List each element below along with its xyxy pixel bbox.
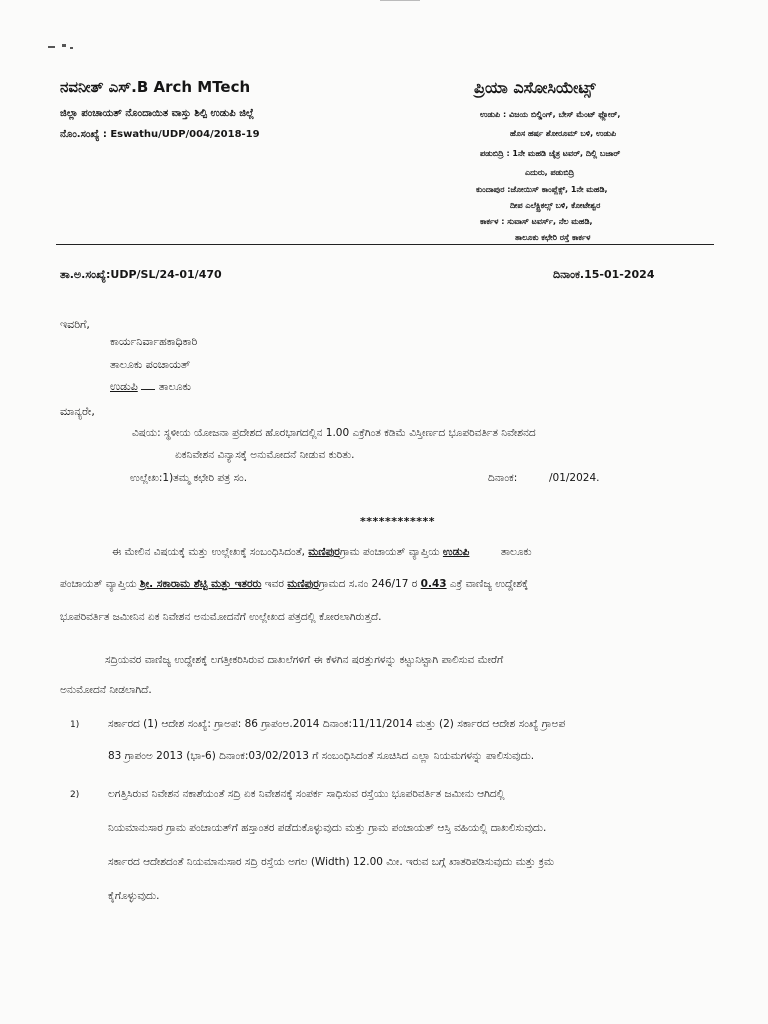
recipient-office: ತಾಲೂಕು ಪಂಚಾಯತ್: [110, 358, 191, 371]
village-name: ಮಣಿಪುರ: [308, 546, 340, 558]
condition-line: ಸರ್ಕಾರದ (1) ಆದೇಶ ಸಂಖ್ಯೆ: ಗ್ರಾಅಪ: 86 ಗ್ರಾಪಂಅ.2014 ದಿನಾಂಕ:11/11/2014 ಮತ್ತು (2) ಸರ್ಕಾರದ ಆದೇಶ ಸಂಖ್ಯೆ ಗ್ರಾಅಪ: [108, 718, 566, 730]
para1-text: ತಾಲೂಕು: [500, 546, 532, 558]
reference-date-value: /01/2024.: [549, 472, 600, 484]
para1-text: ಈ ಮೇಲಿನ ವಿಷಯಕ್ಕೆ ಮತ್ತು ಉಲ್ಲೇಖಕ್ಕೆ ಸಂಬಂಧಿಸಿದಂತೆ,: [112, 546, 305, 558]
reference-label: ಉಲ್ಲೇಖ:1)ತಮ್ಮ ಕಛೇರಿ ಪತ್ರ ಸಂ.: [130, 472, 248, 484]
address-line: ತಾಲೂಕು ಕಛೇರಿ ರಸ್ತೆ ಕಾರ್ಕಳ: [515, 233, 591, 242]
address-line: ಉಡುಪಿ : ವಿಜಯ ಬಿಲ್ಡಿಂಗ್, ಬೇಸ್ ಮೆಂಟ್ ಫ್ಲೋರ್,: [480, 110, 621, 119]
scan-mark: [70, 47, 73, 49]
taluk-name: ಉಡುಪಿ: [110, 380, 138, 393]
condition-number: 1): [70, 720, 80, 730]
taluk-name-inline: ಉಡುಪಿ: [442, 546, 470, 558]
para1-text: ಎಕ್ರೆ ವಾಣಿಜ್ಯ ಉದ್ದೇಶಕ್ಕೆ: [449, 578, 529, 590]
recipient-taluk: [110, 380, 191, 394]
condition-line: ನಿಯಮಾನುಸಾರ ಗ್ರಾಮ ಪಂಚಾಯತ್‌ಗೆ ಹಸ್ತಾಂತರ ಪಡೆದುಕೊಳ್ಳುವುದು ಮತ್ತು ಗ್ರಾಮ ಪಂಚಾಯತ್ ಆಸ್ತಿ ವಹಿಯಲ್ಲಿ ದಾಖಲಿಸುವುದು.: [108, 822, 547, 834]
firm-name: ಪ್ರಿಯಾ ಎಸೋಸಿಯೇಟ್ಸ್: [474, 78, 596, 97]
land-area: 0.43: [420, 578, 447, 590]
reference-number: ತಾ.ಅ.ಸಂಖ್ಯೆ:UDP/SL/24-01/470: [60, 268, 222, 281]
taluk-suffix: ತಾಲೂಕು: [158, 380, 192, 393]
header-divider: [56, 244, 714, 245]
para1-line1: [112, 546, 532, 559]
para1-text: ಇವರ: [264, 578, 284, 590]
separator: ************: [360, 515, 436, 528]
para1-text: ಪಂಚಾಯತ್ ವ್ಯಾಪ್ತಿಯ: [60, 578, 137, 590]
scan-mark: [62, 44, 66, 47]
condition-line: ಕೈಗೊಳ್ಳುವುದು.: [108, 890, 160, 902]
recipient-to: ಇವರಿಗೆ,: [60, 318, 90, 331]
condition-number: 2): [70, 790, 80, 800]
para1-line3: ಭೂಪರಿವರ್ತಿತ ಜಮೀನಿನ ಏಕ ನಿವೇಶನ ಅನುಮೋದನೆಗೆ ಉಲ್ಲೇಖದ ಪತ್ರದಲ್ಲಿ ಕೋರಲಾಗಿರುತ್ತದೆ.: [60, 611, 382, 623]
address-line: ದೀಪ ಎಲೆಕ್ಟ್ರಿಕಲ್ಸ್ ಬಳಿ, ಕೋಟೇಶ್ವರ: [510, 201, 601, 210]
subject-line-2: ಏಕನಿವೇಶನ ವಿನ್ಯಾಸಕ್ಕೆ ಅನುಮೋದನೆ ನೀಡುವ ಕುರಿತು.: [175, 449, 355, 461]
recipient-designation: ಕಾರ್ಯನಿರ್ವಾಹಕಾಧಿಕಾರಿ: [110, 335, 198, 348]
subject-line-1: ವಿಷಯ: ಸ್ಥಳೀಯ ಯೋಜನಾ ಪ್ರದೇಶದ ಹೊರಭಾಗದಲ್ಲಿನ 1.00 ಎಕ್ರೆಗಿಂತ ಕಡಿಮೆ ವಿಸ್ತೀರ್ಣದ ಭೂಪರಿವರ್ತಿತ ನಿವೇಶನದ: [132, 427, 536, 439]
condition-line: 83 ಗ್ರಾಪಂಅ 2013 (ಭಾ-6) ದಿನಾಂಕ:03/02/2013 ಗೆ ಸಂಬಂಧಿಸಿದಂತೆ ಸೂಚಿಸಿದ ಎಲ್ಲಾ ನಿಯಮಗಳನ್ನು ಪಾಲಿಸುವುದು.: [108, 750, 535, 762]
owner-name: ಶ್ರೀ. ಸಕಾರಾಮ ಶೆಟ್ಟಿ ಮತ್ತು ಇತರರು: [139, 578, 262, 590]
address-line: ಪಡುಬಿದ್ರಿ : 1ನೇ ಮಹಡಿ ಚೈತ್ರ ಟವರ್, ದಿಲ್ಲಿ ಬಜಾರ್: [480, 149, 621, 158]
address-line: ಕುಂದಾಪುರ :ಜೋಯಿಸ್ ಕಾಂಪ್ಲೆಕ್ಸ್, 1ನೇ ಮಹಡಿ,: [476, 185, 608, 194]
para1-line2: [60, 578, 528, 591]
village-name: ಮಣಿಪುರ: [287, 578, 319, 590]
scan-mark: [380, 0, 420, 1]
sender-name: ನವನೀತ್ ಎಸ್.B Arch MTech: [60, 78, 251, 96]
condition-line: ಸರ್ಕಾರದ ಆದೇಶದಂತೆ ನಿಯಮಾನುಸಾರ ಸದ್ರಿ ರಸ್ತೆಯ ಅಗಲ (Width) 12.00 ಮೀ. ಇರುವ ಬಗ್ಗೆ ಖಾತರಿಪಡಿಸುವುದು ಮತ್ತು ಕ್ರಮ: [108, 856, 554, 868]
reference-date-label: ದಿನಾಂಕ:: [488, 472, 518, 484]
address-line: ಕಾರ್ಕಳ : ಸುವಾಸ್ ಟವರ್ಸ್, ನೆಲ ಮಹಡಿ,: [480, 217, 593, 226]
address-line: ಹೊಸ ಹರ್ಷ ಶೋರೂಮ್ ಬಳಿ, ಉಡುಪಿ: [510, 129, 617, 138]
address-line: ಎದುರು, ಪಡುಬಿದ್ರಿ: [525, 168, 575, 177]
letter-date: ದಿನಾಂಕ.15-01-2024: [553, 268, 655, 281]
condition-line: ಲಗತ್ತಿಸಿರುವ ನಿವೇಶನ ನಕಾಶೆಯಂತೆ ಸದ್ರಿ ಏಕ ನಿವೇಶನಕ್ಕೆ ಸಂಪರ್ಕ ಸಾಧಿಸುವ ರಸ್ತೆಯು ಭೂಪರಿವರ್ತಿತ ಜಮೀನು ಆಗಿದಲ್ಲಿ: [108, 788, 505, 800]
para1-text: ಗ್ರಾಮದ ಸ.ನಂ 246/17 ರ: [318, 578, 418, 590]
salutation: ಮಾನ್ಯರೇ,: [60, 405, 95, 418]
para2-line2: ಅನುಮೋದನೆ ನೀಡಲಾಗಿದೆ.: [60, 684, 152, 696]
para1-text: ಗ್ರಾಮ ಪಂಚಾಯತ್ ವ್ಯಾಪ್ತಿಯ: [339, 546, 440, 558]
para2-line1: ಸದ್ರಿಯವರ ವಾಣಿಜ್ಯ ಉದ್ದೇಶಕ್ಕೆ ಲಗತ್ತೀಕರಿಸಿರುವ ದಾಖಲೆಗಳಿಗೆ ಈ ಕೆಳಗಿನ ಷರತ್ತುಗಳನ್ನು ಕಟ್ಟುನಿಟ್ಟಾಗಿ ಪಾಲಿಸುವ ಮೇರೆಗೆ: [105, 654, 504, 666]
scan-mark: [48, 46, 55, 48]
sender-reg-no: ನೊಂ.ಸಂಖ್ಯೆ : Eswathu/UDP/004/2018-19: [60, 129, 260, 140]
sender-designation: ಜಿಲ್ಲಾ ಪಂಚಾಯತ್ ನೊಂದಾಯಿತ ವಾಸ್ತು ಶಿಲ್ಪಿ ಉಡುಪಿ ಜಿಲ್ಲೆ: [60, 108, 254, 119]
